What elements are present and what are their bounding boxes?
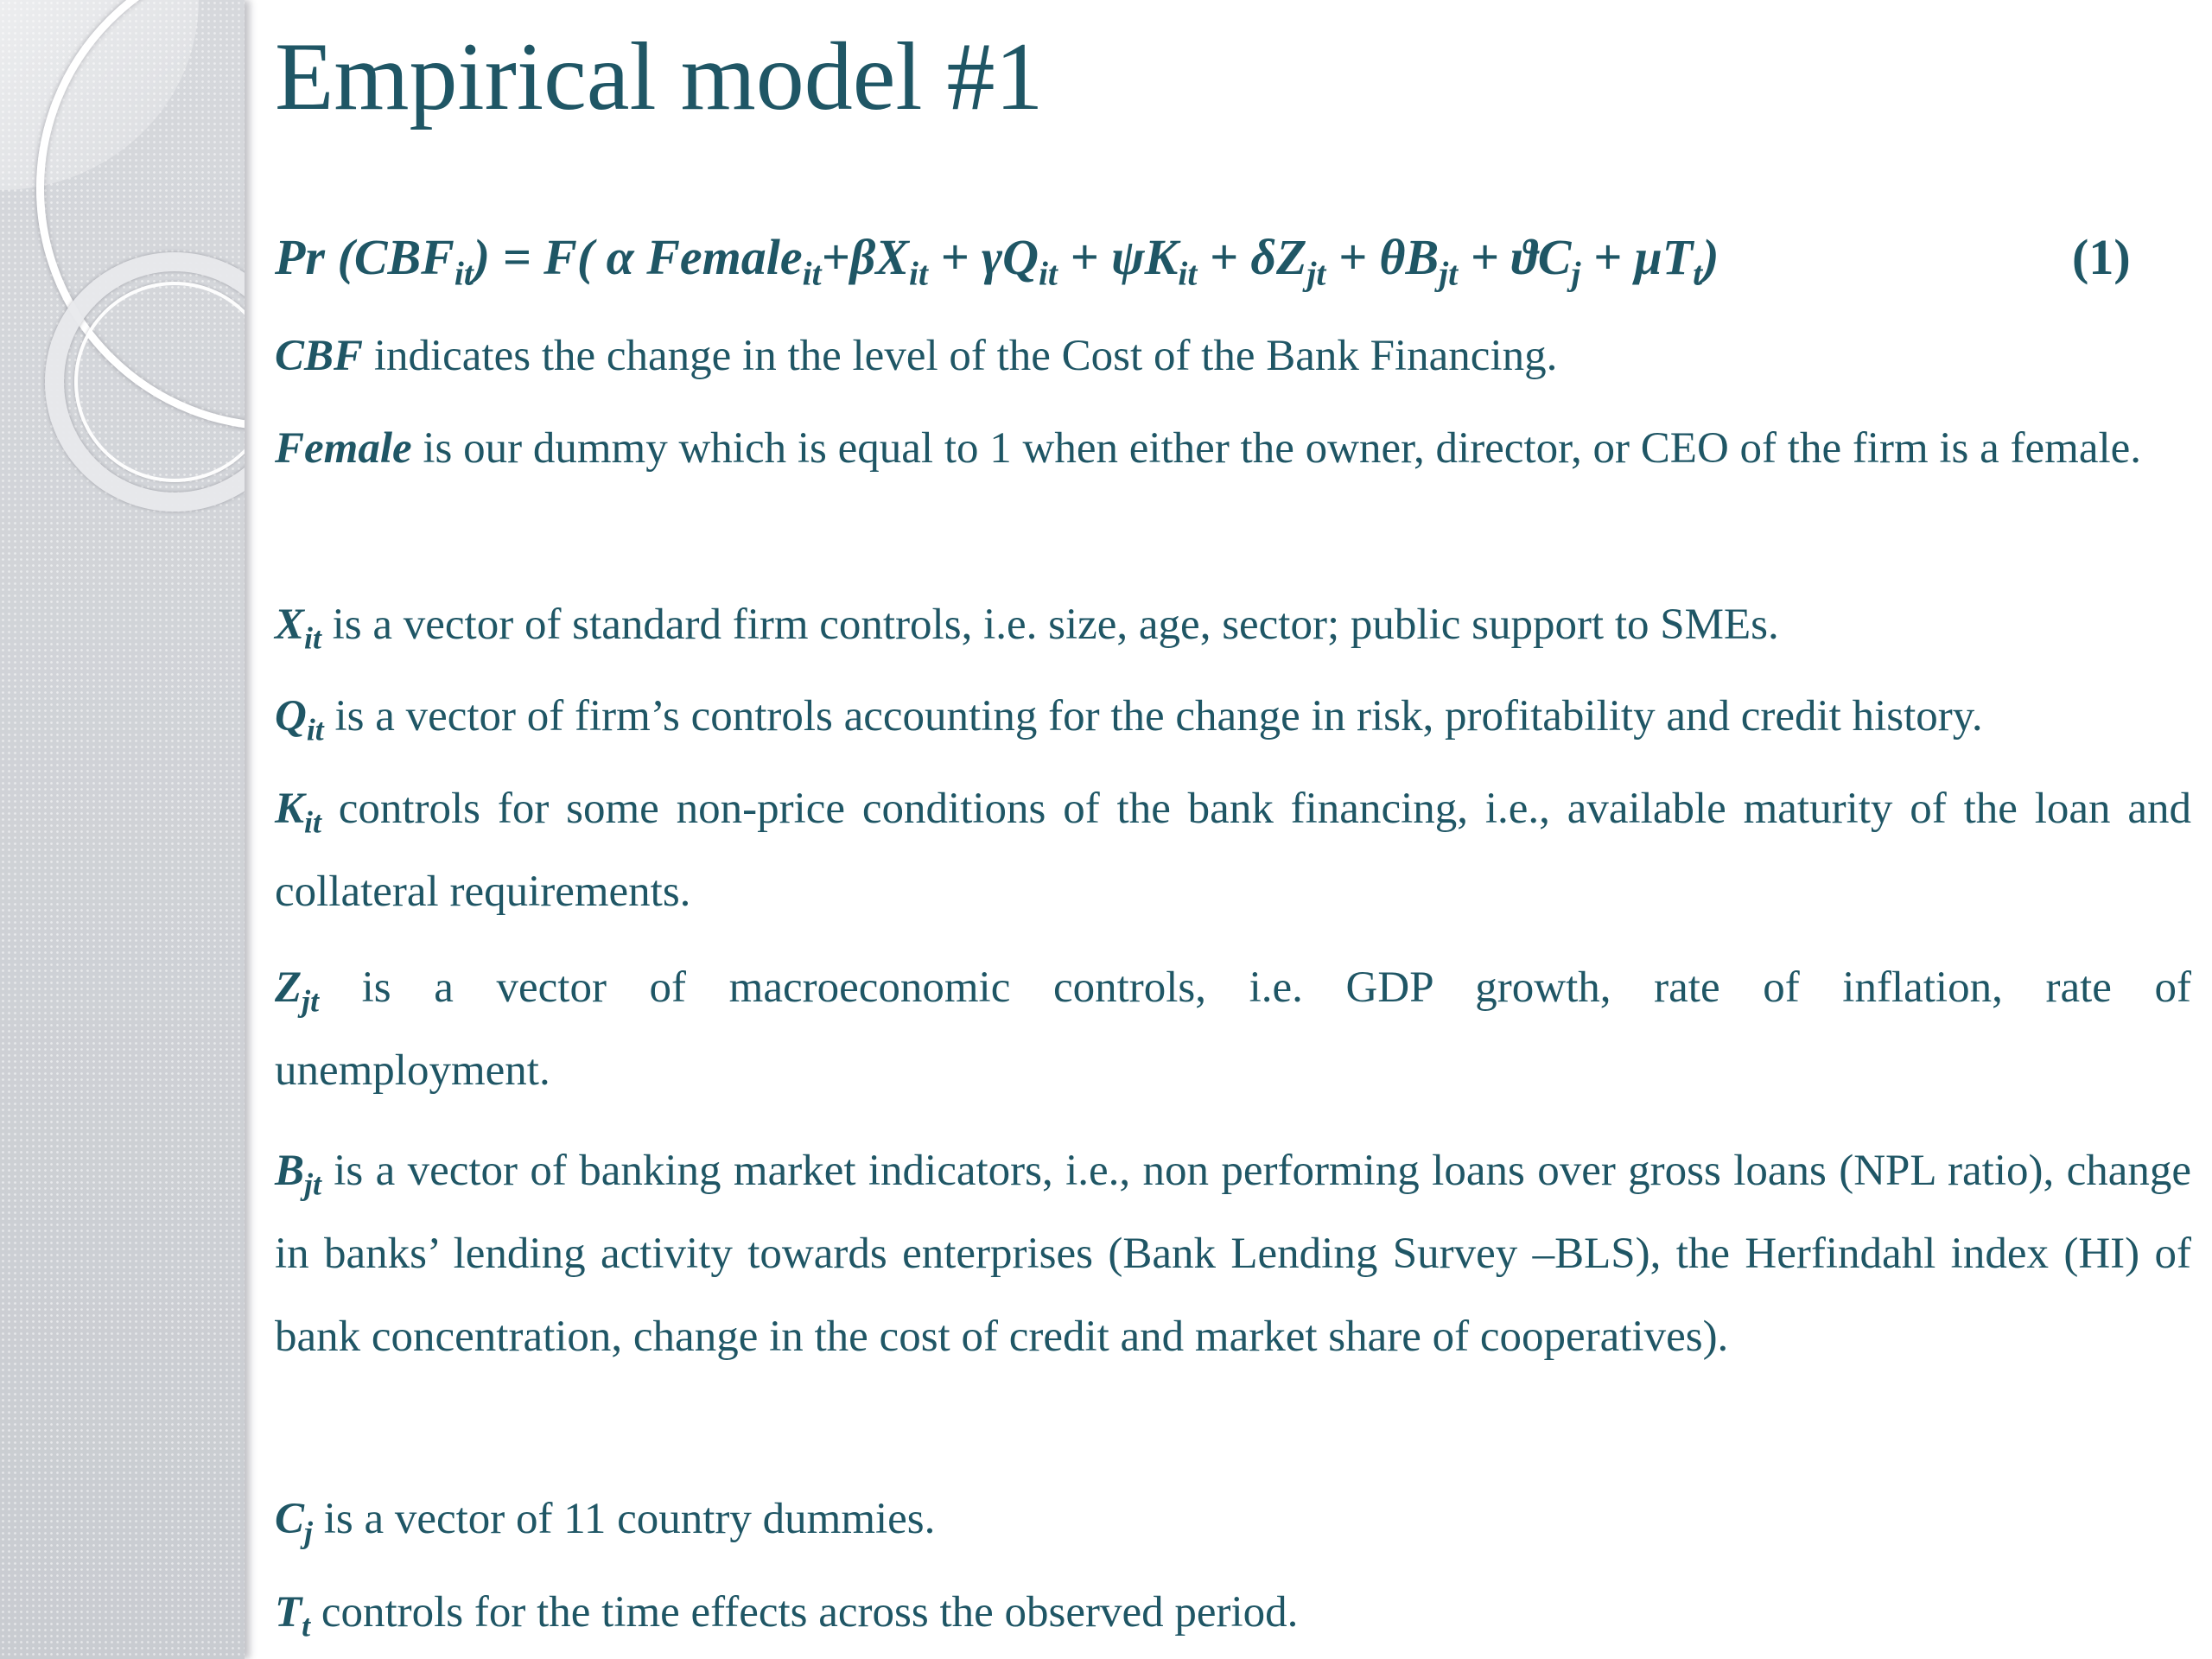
eq-psi-term: + ψK [1057, 229, 1179, 285]
symbol-c [275, 1495, 313, 1550]
definition-cbf-text: indicates the change in the level of the Cost of the Bank Financing. [363, 332, 1558, 380]
eq-theta-sub: jt [1439, 254, 1459, 293]
symbol-cbf: CBF [275, 332, 364, 380]
decorative-side-panel [0, 0, 245, 1659]
definition-b-text: is a vector of banking market indicators, i.e., non performing loans over gross loans (NPL ratio), change in banks’ lending activity towards enterprises (Bank Lending Survey –BLS), the Herfindahl index (HI) of bank concentration, change in the cost of credit and market share of cooperatives). [275, 1147, 2191, 1361]
slide-title: Empirical model #1 [275, 23, 1044, 130]
definition-t [275, 1571, 2191, 1654]
definition-b [275, 1129, 2191, 1378]
equation-expression [275, 223, 1719, 292]
equation-number: (1) [2072, 229, 2131, 285]
symbol-x [275, 601, 321, 656]
definition-z-text: is a vector of macroeconomic controls, i.e. GDP growth, rate of inflation, rate of unemployment. [275, 963, 2191, 1095]
definition-female [275, 407, 2191, 490]
definition-k-text: controls for some non-price conditions of the bank financing, i.e., available maturity of the loan and collateral requirements. [275, 785, 2191, 916]
symbol-x-letter: X [275, 601, 305, 649]
eq-mu-sub: t [1693, 254, 1703, 293]
definition-c [275, 1478, 2191, 1560]
eq-delta-sub: jt [1306, 254, 1326, 293]
definition-female-text: is our dummy which is equal to 1 when either the owner, director, or CEO of the firm is a female. [411, 424, 2142, 473]
symbol-t [275, 1588, 311, 1643]
eq-vartheta-sub: j [1571, 254, 1581, 293]
symbol-q [275, 692, 324, 747]
definition-x-text: is a vector of standard firm controls, i.e. size, age, sector; public support to SMEs. [321, 601, 1779, 649]
definition-k [275, 767, 2191, 933]
symbol-b-sub: jt [304, 1166, 321, 1202]
definition-c-text: is a vector of 11 country dummies. [312, 1495, 936, 1543]
definition-q [275, 675, 2191, 758]
definition-q-text: is a vector of firm’s controls accounting for the change in risk, profitability and credit history. [323, 692, 1983, 741]
eq-beta-term: +βX [821, 229, 909, 285]
eq-gamma-term: + γQ [927, 229, 1039, 285]
symbol-k [275, 785, 321, 840]
symbol-z [275, 963, 319, 1019]
symbol-female: Female [275, 424, 412, 473]
symbol-q-sub: it [306, 712, 324, 747]
symbol-k-letter: K [275, 785, 305, 833]
symbol-b-letter: B [275, 1147, 305, 1195]
definition-cbf [275, 315, 2191, 397]
eq-beta-sub: it [909, 254, 928, 293]
definition-t-text: controls for the time effects across the observed period. [310, 1588, 1299, 1637]
eq-open: ) = F( α Female [473, 229, 803, 285]
eq-delta-term: + δZ [1197, 229, 1307, 285]
eq-mu-term: + μT [1580, 229, 1694, 285]
symbol-b [275, 1147, 321, 1202]
symbol-k-sub: it [304, 804, 321, 840]
eq-close: ) [1702, 229, 1719, 285]
symbol-t-letter: T [275, 1588, 302, 1637]
eq-psi-sub: it [1178, 254, 1198, 293]
symbol-z-letter: Z [275, 963, 302, 1012]
symbol-z-sub: jt [302, 983, 319, 1019]
eq-theta-term: + θB [1325, 229, 1440, 285]
eq-lhs: Pr (CBF [275, 229, 454, 285]
symbol-t-sub: t [302, 1608, 311, 1643]
definition-z [275, 946, 2191, 1112]
eq-lhs-sub: it [454, 254, 474, 293]
symbol-q-letter: Q [275, 692, 307, 741]
symbol-c-sub: j [304, 1515, 313, 1550]
symbol-c-letter: C [275, 1495, 305, 1543]
definition-x [275, 583, 2191, 666]
model-equation [275, 223, 2191, 292]
eq-gamma-sub: it [1038, 254, 1058, 293]
symbol-x-sub: it [304, 620, 321, 656]
eq-vartheta-term: + ϑC [1458, 229, 1572, 285]
eq-female-sub: it [802, 254, 822, 293]
